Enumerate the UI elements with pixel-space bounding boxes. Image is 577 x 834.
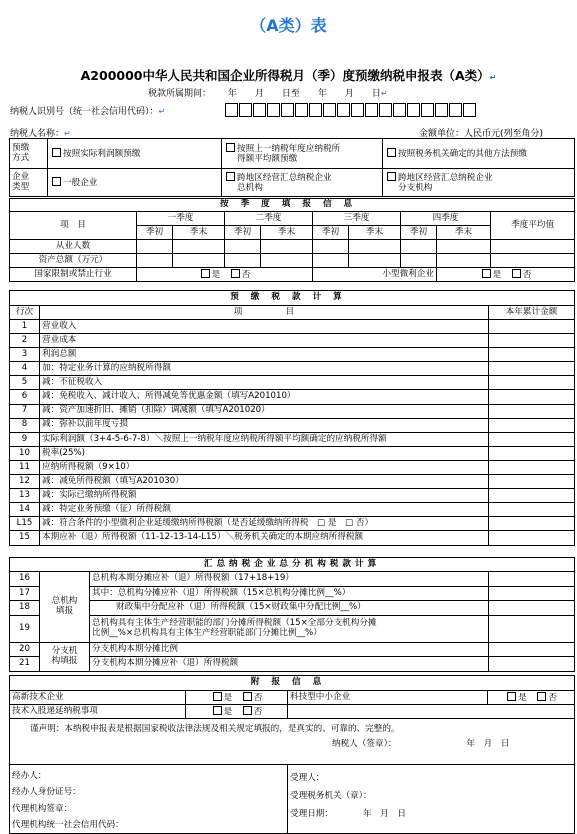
quarter-begin-header: 季初 — [137, 226, 173, 240]
calc-row — [10, 517, 575, 531]
row-item: 减：不征税收入 — [40, 376, 489, 390]
quarter-value-cell[interactable] — [261, 254, 313, 268]
row-amount[interactable] — [489, 489, 575, 503]
quarter-value-cell[interactable] — [437, 240, 491, 254]
receiver-field[interactable]: 受理人： — [290, 773, 325, 783]
declaration-cell — [10, 719, 575, 765]
taxpayer-id-label: 纳税人识别号（统一社会信用代码）： — [10, 107, 159, 117]
row-amount[interactable] — [489, 320, 575, 334]
quarter-begin-header: 季初 — [401, 226, 437, 240]
return-mark-icon: ↵ — [158, 107, 166, 116]
amount-header: 本年累计金额 — [489, 306, 575, 320]
currency-unit: 金额单位：人民币元(列至角分) — [419, 129, 544, 139]
row-amount[interactable] — [489, 503, 575, 517]
quarter-item-header: 项 目 — [10, 212, 137, 240]
row-item: 减：符合条件的小型微利企业延缓缴纳所得税额（是否延缓缴纳所得税 □ 是 □ 否） — [40, 517, 489, 531]
tech-sme-label: 科技型中小企业 — [288, 691, 488, 705]
calc-row — [10, 348, 575, 362]
calc-row — [10, 376, 575, 390]
tax-period-label: 税款所属期间： — [148, 89, 212, 99]
row-amount[interactable] — [489, 362, 575, 376]
tax-period-value[interactable]: 年 月 日至 年 月 日 — [227, 89, 381, 99]
row-amount[interactable] — [489, 615, 575, 642]
prepay-method-label: 预缴 方式 — [10, 139, 48, 169]
quarter-begin-header: 季初 — [313, 226, 349, 240]
row-number: 10 — [10, 446, 40, 460]
row-item: 实际利润额（3+4-5-6-7-8）＼按照上一纳税年度应纳税所得额平均额确定的应纳税所得额 — [40, 432, 489, 446]
row-number: 18 — [10, 601, 40, 616]
row-amount[interactable] — [489, 531, 575, 545]
hitech-options[interactable]: 是 否 — [186, 691, 288, 705]
enterprise-option-general[interactable]: 一般企业 — [48, 169, 222, 197]
row-number: 7 — [10, 404, 40, 418]
quarter-value-cell[interactable] — [401, 240, 437, 254]
id-digit-box[interactable] — [295, 103, 308, 117]
checkbox-icon[interactable] — [52, 177, 61, 186]
row-item: 营业收入 — [40, 320, 489, 334]
row-item: 营业成本 — [40, 334, 489, 348]
checkbox-icon[interactable] — [507, 692, 516, 701]
row-number: 15 — [10, 531, 40, 545]
row-amount[interactable] — [489, 657, 575, 672]
quarter-row-label: 从业人数 — [10, 240, 137, 254]
section-branch-calculation: 汇总纳税企业总分机构税款计算 — [10, 558, 575, 572]
calc-row — [10, 320, 575, 334]
id-digit-box[interactable] — [379, 103, 392, 117]
row-item: 减：特定业务预缴（征）所得税额 — [40, 503, 489, 517]
row-number: 8 — [10, 418, 40, 432]
row-amount[interactable] — [489, 517, 575, 531]
section-attached-info: 附报信息 — [10, 676, 575, 691]
row-number: 19 — [10, 615, 40, 642]
row-item: 加：特定业务计算的应纳税所得额 — [40, 362, 489, 376]
id-digit-box[interactable] — [267, 103, 280, 117]
tax-calculation-table — [9, 290, 575, 546]
id-digit-box[interactable] — [281, 103, 294, 117]
quarter-value-cell[interactable] — [491, 240, 575, 254]
checkbox-icon[interactable] — [387, 148, 396, 157]
row-number: 12 — [10, 475, 40, 489]
enterprise-option-branch[interactable]: 跨地区经营汇总纳税企业 分支机构 — [383, 169, 575, 197]
id-digit-box[interactable] — [309, 103, 322, 117]
row-item: 减：资产加速折旧、摊销（扣除）调减额（填写A201020） — [40, 404, 489, 418]
branch-row — [10, 601, 575, 616]
row-number: 21 — [10, 657, 40, 672]
prepay-option-actual[interactable]: 按照实际利润额预缴 — [48, 139, 222, 169]
prepay-option-average[interactable]: 按照上一纳税年度应纳税所 得额平均额预缴 — [222, 139, 383, 169]
attached-info-table — [9, 675, 575, 834]
return-mark-icon: ↵ — [380, 89, 388, 98]
calc-row — [10, 432, 575, 446]
return-mark-icon: ↵ — [489, 73, 497, 82]
row-number: 9 — [10, 432, 40, 446]
branch-row — [10, 642, 575, 657]
enterprise-type-label: 企业 类型 — [10, 169, 48, 197]
restricted-industry-label: 国家限制或禁止行业 — [10, 268, 137, 282]
row-item: 分支机构本期分摊应补（退）所得税额 — [90, 657, 489, 672]
row-number: 4 — [10, 362, 40, 376]
row-amount[interactable] — [489, 390, 575, 404]
checkbox-icon[interactable] — [512, 269, 521, 278]
prepay-type-table — [9, 138, 575, 197]
form-type-heading: （A类）表 — [250, 16, 327, 35]
defer-label: 技术入股递延纳税事项 — [10, 705, 186, 719]
quarter-row-label: 资产总额（万元） — [10, 254, 137, 268]
tech-sme-options[interactable]: 是 否 — [488, 691, 575, 705]
id-digit-box[interactable] — [351, 103, 364, 117]
quarter-value-cell[interactable] — [313, 254, 349, 268]
row-item: 本期应补（退）所得税额（11-12-13-14-L15）＼税务机关确定的本期应纳所得税额 — [40, 531, 489, 545]
quarter-value-cell[interactable] — [261, 240, 313, 254]
row-amount[interactable] — [489, 432, 575, 446]
row-number: 2 — [10, 334, 40, 348]
quarter-1-header: 一季度 — [137, 212, 225, 226]
calc-row — [10, 362, 575, 376]
row-number: 14 — [10, 503, 40, 517]
enterprise-option-hq[interactable]: 跨地区经营汇总纳税企业 总机构 — [222, 169, 383, 197]
id-digit-box[interactable] — [449, 103, 462, 117]
row-number: 13 — [10, 489, 40, 503]
calc-row — [10, 404, 575, 418]
checkbox-icon[interactable] — [231, 269, 240, 278]
row-number: L15 — [10, 517, 40, 531]
branch-row — [10, 586, 575, 601]
branch-calculation-table — [9, 557, 575, 672]
quarter-value-cell[interactable] — [173, 254, 225, 268]
row-number: 11 — [10, 460, 40, 474]
tax-period — [148, 86, 388, 99]
quarter-value-cell[interactable] — [401, 254, 437, 268]
quarter-value-cell[interactable] — [137, 240, 173, 254]
row-item: 减：减免所得税额（填写A201030） — [40, 475, 489, 489]
branch-row — [10, 572, 575, 587]
quarter-3-header: 三季度 — [313, 212, 401, 226]
id-digit-box[interactable] — [393, 103, 406, 117]
id-digit-box[interactable] — [365, 103, 378, 117]
agent-seal-field[interactable]: 代理机构签章： — [12, 803, 73, 814]
id-digit-box[interactable] — [337, 103, 350, 117]
hq-group-label: 总机构 填报 — [40, 572, 90, 643]
row-amount[interactable] — [489, 642, 575, 657]
item-header: 项 目 — [40, 306, 489, 320]
calc-row — [10, 446, 575, 460]
row-number: 20 — [10, 642, 40, 657]
row-number: 16 — [10, 572, 40, 587]
quarter-end-header: 季末 — [173, 226, 225, 240]
checkbox-icon[interactable] — [226, 143, 235, 152]
id-digit-box[interactable] — [407, 103, 420, 117]
accept-date-field[interactable]: 受理日期： 年 月 日 — [290, 809, 406, 820]
quarter-4-header: 四季度 — [401, 212, 491, 226]
row-amount[interactable] — [489, 475, 575, 489]
taxpayer-id-row — [10, 104, 165, 117]
agent-block — [10, 765, 288, 834]
quarter-value-cell[interactable] — [349, 240, 401, 254]
checkbox-icon[interactable] — [482, 269, 491, 278]
tax-office-field[interactable]: 受理税务机关（章）： — [290, 791, 372, 802]
quarter-end-header: 季末 — [437, 226, 491, 240]
checkbox-icon[interactable] — [226, 172, 235, 181]
quarter-end-header: 季末 — [261, 226, 313, 240]
small-enterprise-label: 小型微利企业 — [313, 268, 437, 282]
hitech-label: 高新技术企业 — [10, 691, 186, 705]
calc-row — [10, 475, 575, 489]
quarter-begin-header: 季初 — [225, 226, 261, 240]
quarter-average-header: 季度平均值 — [491, 212, 575, 240]
branch-row — [10, 615, 575, 642]
receiver-block — [288, 765, 575, 834]
row-number: 6 — [10, 390, 40, 404]
row-number: 5 — [10, 376, 40, 390]
quarter-value-cell[interactable] — [437, 254, 491, 268]
row-item: 利润总额 — [40, 348, 489, 362]
row-amount[interactable] — [489, 418, 575, 432]
checkbox-icon[interactable] — [387, 172, 396, 181]
id-digit-box[interactable] — [253, 103, 266, 117]
checkbox-icon[interactable] — [201, 269, 210, 278]
quarter-value-cell[interactable] — [225, 240, 261, 254]
row-item: 分支机构本期分摊比例 — [90, 642, 489, 657]
checkbox-icon[interactable] — [537, 692, 546, 701]
row-amount[interactable] — [489, 376, 575, 390]
row-amount[interactable] — [489, 334, 575, 348]
id-digit-box[interactable] — [225, 103, 238, 117]
id-digit-box[interactable] — [435, 103, 448, 117]
checkbox-icon[interactable] — [213, 692, 222, 701]
quarter-end-header: 季末 — [349, 226, 401, 240]
quarter-value-cell[interactable] — [173, 240, 225, 254]
calc-row — [10, 489, 575, 503]
row-item: 总机构本期分摊应补（退）所得税额（17+18+19） — [90, 572, 489, 587]
row-amount[interactable] — [489, 404, 575, 418]
checkbox-icon[interactable] — [243, 692, 252, 701]
calc-row — [10, 531, 575, 545]
row-item: 应纳所得税额（9×10） — [40, 460, 489, 474]
defer-options[interactable]: 是 否 — [186, 705, 288, 719]
row-amount[interactable] — [489, 460, 575, 474]
row-item: 其中：总机构分摊应补（退）所得税额（15×总机构分摊比例__%） — [90, 586, 489, 601]
row-number: 3 — [10, 348, 40, 362]
row-item: 财政集中分配应补（退）所得税额（15×财政集中分配比例__%） — [90, 601, 489, 616]
row-amount[interactable] — [489, 601, 575, 616]
calc-row — [10, 503, 575, 517]
row-amount[interactable] — [489, 348, 575, 362]
quarter-2-header: 二季度 — [225, 212, 313, 226]
form-title-text: A200000中华人民共和国企业所得税月（季）度预缴纳税申报表（A类） — [80, 68, 490, 83]
row-number: 1 — [10, 320, 40, 334]
row-amount[interactable] — [489, 446, 575, 460]
handler-field[interactable]: 经办人： — [12, 771, 47, 781]
quarter-value-cell[interactable] — [491, 254, 575, 268]
checkbox-icon[interactable] — [52, 148, 61, 157]
row-amount[interactable] — [489, 572, 575, 587]
branch-row — [10, 657, 575, 672]
quarter-value-cell[interactable] — [349, 254, 401, 268]
checkbox-icon[interactable] — [243, 706, 252, 715]
calc-row — [10, 390, 575, 404]
row-item: 税率(25%) — [40, 446, 489, 460]
id-digit-box[interactable] — [463, 103, 476, 117]
agent-code-field[interactable]: 代理机构统一社会信用代码： — [12, 819, 124, 830]
declaration-signature[interactable]: 纳税人（签章）： 年 月 日 — [332, 739, 510, 750]
id-digit-box[interactable] — [323, 103, 336, 117]
row-number-header: 行次 — [10, 306, 40, 320]
calc-row — [10, 460, 575, 474]
handler-id-field[interactable]: 经办人身份证号： — [12, 787, 81, 798]
section-quarterly-info: 按季度填报信息 — [10, 199, 575, 212]
quarter-value-cell[interactable] — [225, 254, 261, 268]
id-digit-box[interactable] — [421, 103, 434, 117]
declaration-text: 谨声明：本纳税申报表是根据国家税收法律法规及相关规定填报的，是真实的、可靠的、完整的。 — [30, 724, 400, 734]
row-number: 17 — [10, 586, 40, 601]
taxpayer-name-label: 纳税人名称： — [10, 129, 65, 139]
restricted-industry-options[interactable]: 是 否 — [137, 268, 313, 282]
id-digit-box[interactable] — [239, 103, 252, 117]
return-mark-icon: ↵ — [64, 129, 71, 138]
calc-row — [10, 418, 575, 432]
calc-row — [10, 334, 575, 348]
prepay-option-other[interactable]: 按照税务机关确定的其他方法预缴 — [383, 139, 575, 169]
checkbox-icon[interactable] — [213, 706, 222, 715]
branch-group-label: 分支机 构填报 — [40, 642, 90, 671]
small-enterprise-options[interactable]: 是 否 — [437, 268, 575, 282]
row-item: 减：实际已缴纳所得税额 — [40, 489, 489, 503]
taxpayer-id-boxes[interactable] — [225, 103, 477, 117]
quarter-value-cell[interactable] — [137, 254, 173, 268]
section-tax-calculation: 预缴税款计算 — [10, 291, 575, 306]
form-title — [0, 66, 577, 84]
row-item: 减：免税收入、减计收入、所得减免等优惠金额（填写A201010） — [40, 390, 489, 404]
row-amount[interactable] — [489, 586, 575, 601]
quarter-value-cell[interactable] — [313, 240, 349, 254]
row-item: 总机构具有主体生产经营职能的部门分摊所得税额（15×全部分支机构分摊 比例__%×总机构具有主体生产经营职能部门分摊比例__%） — [90, 615, 489, 642]
quarterly-info-table — [9, 198, 575, 282]
row-item: 减：弥补以前年度亏损 — [40, 418, 489, 432]
